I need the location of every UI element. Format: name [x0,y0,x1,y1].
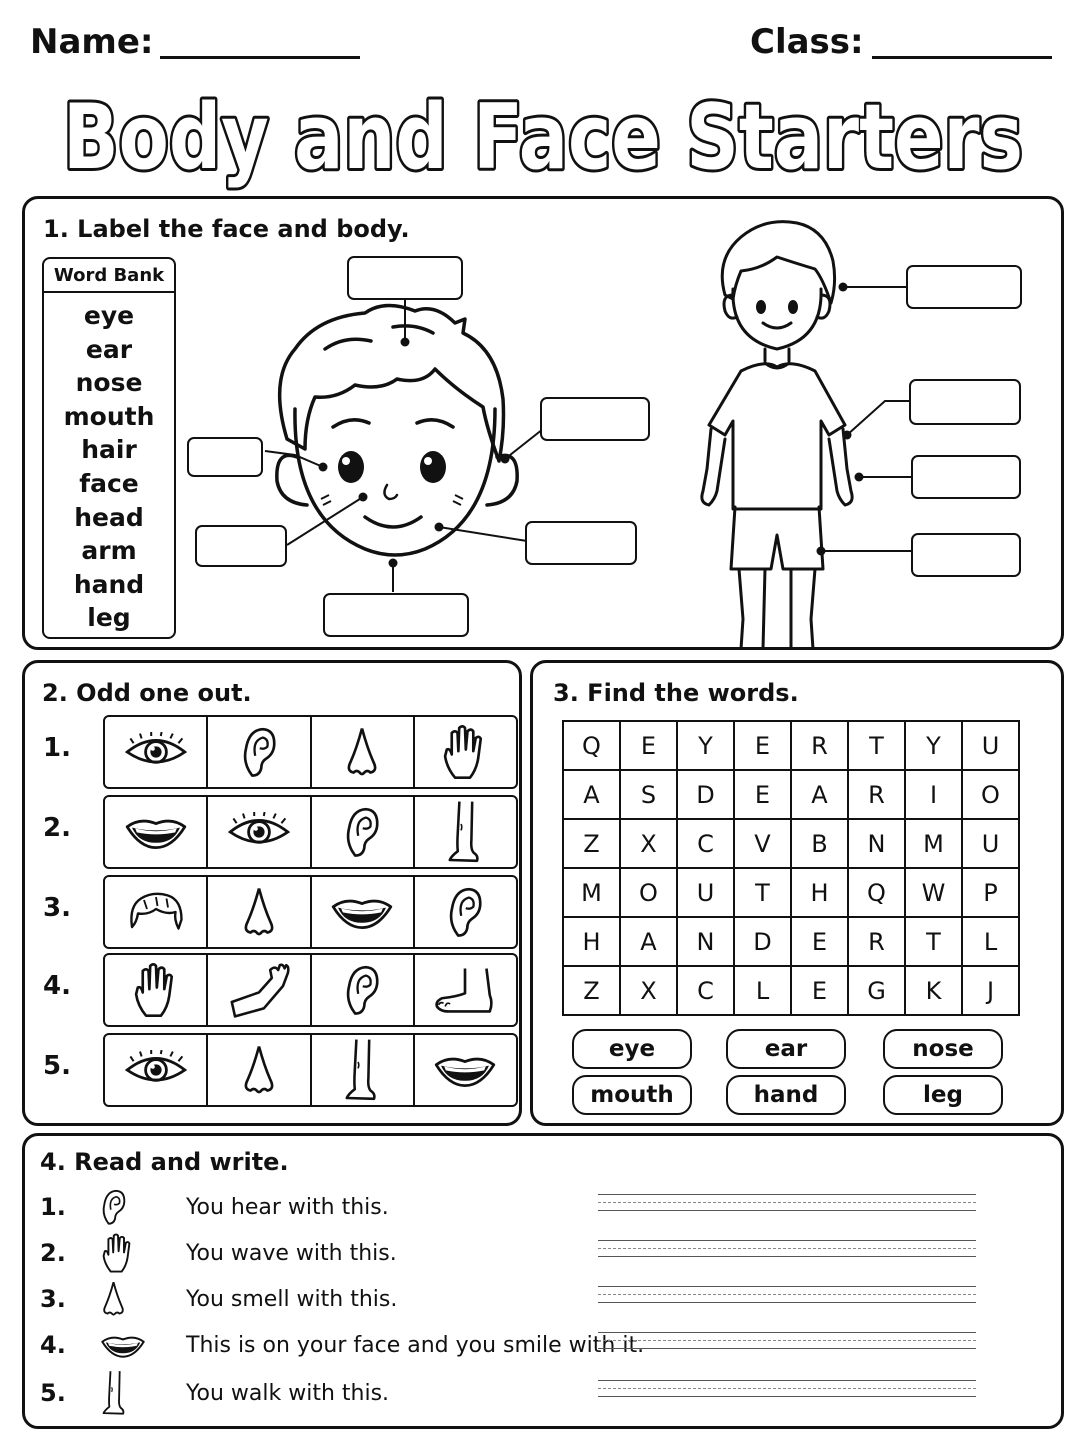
odd-one-out-row [103,1033,518,1107]
word-bank-item: arm [81,536,137,566]
word-search-cell[interactable]: C [677,966,734,1015]
word-search-cell[interactable]: R [848,770,905,819]
section-odd-one-out [22,660,522,1126]
read-write-item [40,1370,389,1416]
class-line[interactable] [872,56,1052,59]
odd-choice-cell[interactable] [105,1035,208,1105]
label-box-ear[interactable] [540,397,650,441]
word-search-cell[interactable]: B [791,819,848,868]
odd-choice-cell[interactable] [415,877,516,947]
section4-title: 4. Read and write. [40,1148,289,1176]
odd-choice-cell[interactable] [415,717,516,787]
label-box-leg[interactable] [911,533,1021,577]
item-clue: You wave with this. [186,1240,397,1266]
odd-choice-cell[interactable] [208,717,311,787]
nose-icon [100,1279,127,1319]
word-bank-item: mouth [63,401,155,431]
word-search-cell[interactable]: Y [677,721,734,770]
writing-lines[interactable] [598,1332,976,1356]
word-search-cell[interactable]: R [848,917,905,966]
read-write-item [40,1230,397,1276]
word-search-row [563,868,1019,917]
leg-icon [100,1370,129,1416]
writing-lines[interactable] [598,1286,976,1310]
word-bank-item: hand [73,569,145,599]
eye-icon [124,732,188,772]
word-pill-ear: ear [726,1029,846,1069]
word-search-cell[interactable]: J [962,966,1019,1015]
hand-icon [440,723,490,781]
label-box-arm[interactable] [909,379,1021,425]
odd-choice-cell[interactable] [415,1035,516,1105]
word-search-row [563,770,1019,819]
word-search-cell[interactable]: A [563,770,620,819]
word-search-cell[interactable]: U [677,868,734,917]
word-search-cell[interactable]: Z [563,966,620,1015]
label-box-hand[interactable] [911,455,1021,499]
odd-choice-cell[interactable] [415,797,516,867]
item-icon-wrap [100,1332,186,1359]
label-box-face[interactable] [323,593,469,637]
odd-choice-cell[interactable] [105,877,208,947]
word-bank-item: hair [81,435,137,465]
word-search-cell[interactable]: D [734,917,791,966]
item-number: 1. [40,1193,66,1221]
read-write-item [40,1322,644,1368]
mouth-icon [433,1051,497,1089]
word-pill-leg: leg [883,1075,1003,1115]
word-search-row [563,721,1019,770]
odd-choice-cell[interactable] [312,955,415,1025]
item-icon-wrap [100,1370,186,1416]
ear-icon [100,1187,127,1227]
odd-choice-cell[interactable] [312,877,415,947]
odd-choice-cell[interactable] [415,955,516,1025]
class-label: Class: [750,22,864,62]
word-search-cell[interactable]: W [905,868,962,917]
hand-icon [131,961,181,1019]
odd-row-number: 1. [43,733,71,763]
word-search-cell[interactable]: U [962,721,1019,770]
writing-lines[interactable] [598,1240,976,1264]
word-search-row [563,966,1019,1015]
word-search-cell[interactable]: Z [563,819,620,868]
item-icon-wrap [100,1187,186,1227]
hand-icon [100,1232,136,1274]
word-search-cell[interactable]: R [791,721,848,770]
leg-icon [342,1038,382,1102]
word-pill-eye: eye [572,1029,692,1069]
word-search-cell[interactable]: O [620,868,677,917]
nose-icon [343,724,381,780]
odd-one-out-row [103,715,518,789]
odd-row-number: 3. [43,893,71,923]
section2-title: 2. Odd one out. [42,679,252,707]
writing-lines[interactable] [598,1380,976,1404]
word-bank-item: face [79,468,139,498]
item-number: 4. [40,1331,66,1359]
word-bank-item: nose [75,368,143,398]
word-search-cell[interactable]: T [905,917,962,966]
leg-icon [445,800,485,864]
word-bank-heading: Word Bank [44,259,174,293]
word-search-cell[interactable]: C [677,819,734,868]
word-search-cell[interactable]: L [734,966,791,1015]
word-search-cell[interactable]: E [791,917,848,966]
word-search-cell[interactable]: E [791,966,848,1015]
label-box-hair[interactable] [347,256,463,300]
odd-choice-cell[interactable] [208,955,311,1025]
word-search-cell[interactable]: H [791,868,848,917]
section-label-face-body [22,196,1064,650]
name-label: Name: [30,22,154,62]
item-clue: You smell with this. [186,1286,398,1312]
read-write-item [40,1276,397,1322]
item-icon-wrap [100,1232,186,1274]
word-search-cell[interactable]: T [734,868,791,917]
word-search-cell[interactable]: A [791,770,848,819]
word-search-grid [562,720,1020,1016]
hair-icon [126,889,186,935]
word-search-cell[interactable]: E [734,770,791,819]
nose-icon [240,884,278,940]
ear-icon [446,884,484,940]
word-search-cell[interactable]: O [962,770,1019,819]
mouth-icon [100,1332,146,1359]
word-search-cell[interactable]: N [848,819,905,868]
item-number: 2. [40,1239,66,1267]
word-search-cell[interactable]: A [620,917,677,966]
ear-icon [240,724,278,780]
word-search-cell[interactable]: E [734,721,791,770]
section3-title: 3. Find the words. [553,679,799,707]
odd-choice-cell[interactable] [208,797,311,867]
word-bank-item: eye [83,301,135,330]
word-search-cell[interactable]: Q [848,868,905,917]
word-search-row [563,917,1019,966]
word-search-cell[interactable]: X [620,966,677,1015]
odd-choice-cell[interactable] [208,1035,311,1105]
section-find-words [530,660,1064,1126]
word-pill-mouth: mouth [572,1075,692,1115]
odd-choice-cell[interactable] [105,955,208,1025]
odd-choice-cell[interactable] [312,797,415,867]
item-icon-wrap [100,1279,186,1319]
odd-one-out-row [103,875,518,949]
word-search-cell[interactable]: K [905,966,962,1015]
word-bank-item: head [74,502,144,532]
odd-row-number: 2. [43,813,71,843]
word-search-cell[interactable]: L [962,917,1019,966]
odd-choice-cell[interactable] [105,797,208,867]
page-title [40,70,1046,194]
word-bank-item: leg [87,603,131,633]
label-box-nose[interactable] [195,525,287,567]
word-search-cell[interactable]: P [962,868,1019,917]
odd-choice-cell[interactable] [105,717,208,787]
word-pill-hand: hand [726,1075,846,1115]
item-clue: This is on your face and you smile with it. [186,1332,645,1358]
item-clue: You walk with this. [186,1380,390,1406]
item-number: 3. [40,1285,66,1313]
svg-text:Body and Face Starters: Body and Face Starters [63,85,1023,190]
word-search-cell[interactable]: Y [905,721,962,770]
word-search-cell[interactable]: D [677,770,734,819]
ear-icon [343,804,381,860]
word-search-cell[interactable]: T [848,721,905,770]
word-search-cell[interactable]: S [620,770,677,819]
name-line[interactable] [160,56,360,59]
odd-one-out-row [103,953,518,1027]
item-number: 5. [40,1379,66,1407]
odd-row-number: 5. [43,1051,71,1081]
word-search-cell[interactable]: V [734,819,791,868]
label-box-mouth[interactable] [525,521,637,565]
ear-icon [343,962,381,1018]
mouth-icon [124,813,188,851]
word-search-cell[interactable]: M [563,868,620,917]
nose-icon [240,1042,278,1098]
word-search-cell[interactable]: I [905,770,962,819]
foot-icon [432,965,498,1015]
word-search-cell[interactable]: Q [563,721,620,770]
label-box-head[interactable] [906,265,1022,309]
eye-icon [227,812,291,852]
arm-icon [227,962,291,1018]
section1-title: 1. Label the face and body. [43,215,410,243]
odd-row-number: 4. [43,971,71,1001]
word-search-cell[interactable]: H [563,917,620,966]
label-box-eye[interactable] [187,437,263,477]
word-search-cell[interactable]: X [620,819,677,868]
writing-lines[interactable] [598,1194,976,1218]
word-search-cell[interactable]: G [848,966,905,1015]
word-search-cell[interactable]: N [677,917,734,966]
odd-choice-cell[interactable] [208,877,311,947]
word-search-row [563,819,1019,868]
odd-choice-cell[interactable] [312,1035,415,1105]
word-search-cell[interactable]: E [620,721,677,770]
item-clue: You hear with this. [186,1194,389,1220]
odd-one-out-row [103,795,518,869]
word-pill-nose: nose [883,1029,1003,1069]
mouth-icon [330,893,394,931]
word-search-cell[interactable]: U [962,819,1019,868]
read-write-item [40,1184,389,1230]
word-search-cell[interactable]: M [905,819,962,868]
odd-choice-cell[interactable] [312,717,415,787]
eye-icon [124,1050,188,1090]
word-bank-item: ear [85,334,133,364]
